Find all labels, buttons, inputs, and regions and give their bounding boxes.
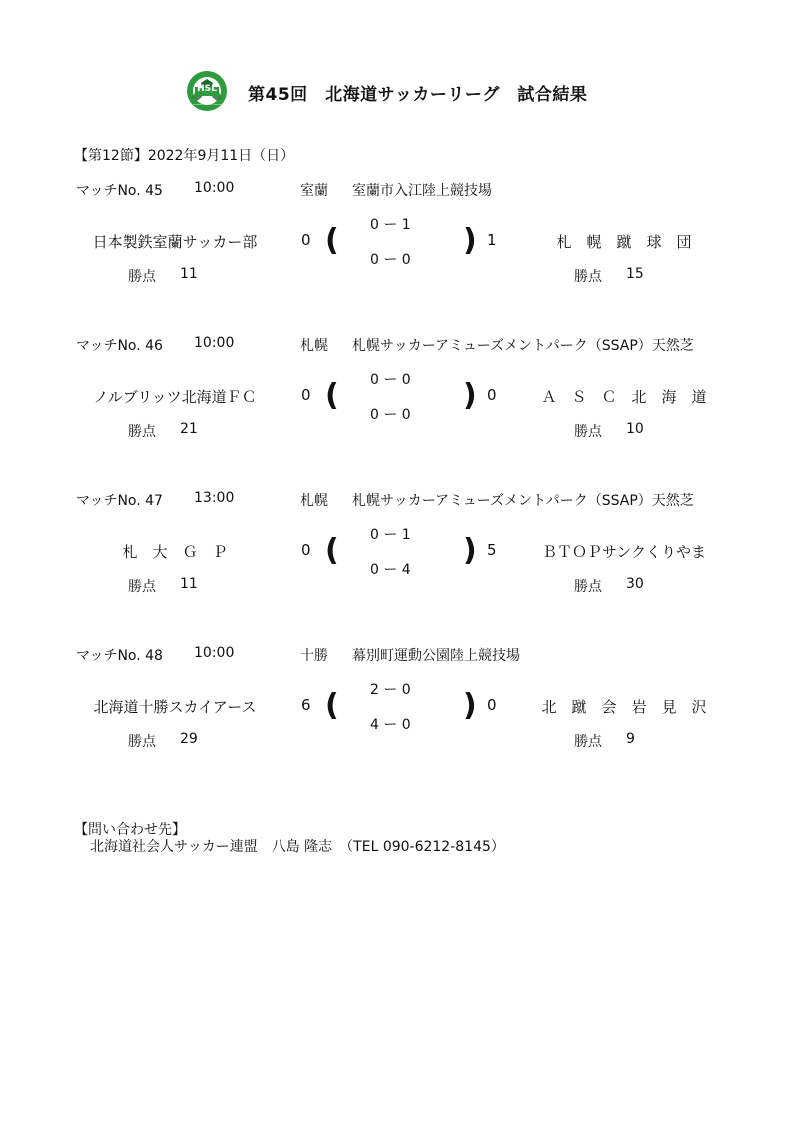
- home-points: 11: [180, 576, 198, 592]
- home-points: 29: [180, 731, 198, 747]
- logo-ring-text: HOKKAIDO SOCCER LEAGUE: [192, 104, 222, 106]
- round-date: 【第12節】2022年9月11日（日）: [74, 148, 295, 164]
- points-label: 勝点: [128, 269, 156, 285]
- away-score: 0: [487, 386, 497, 404]
- away-team: Ａ Ｓ Ｃ 北 海 道: [541, 388, 707, 406]
- kickoff-time: 10:00: [194, 180, 235, 196]
- home-team: ノルブリッツ北海道ＦＣ: [93, 388, 257, 406]
- away-score: 5: [487, 541, 497, 559]
- match-number: マッチNo. 48: [76, 648, 163, 664]
- second-half-score: 0 ー 4: [370, 562, 411, 578]
- away-team: 北 蹴 会 岩 見 沢: [541, 698, 707, 716]
- logo-text: HSL: [197, 84, 217, 94]
- home-score: 0: [301, 231, 311, 249]
- points-label: 勝点: [574, 269, 602, 285]
- second-half-score: 4 ー 0: [370, 717, 411, 733]
- open-paren: (: [325, 223, 339, 258]
- close-paren: ): [463, 688, 477, 723]
- venue: 札幌サッカーアミューズメントパーク（SSAP）天然芝: [352, 493, 694, 509]
- first-half-score: 0 ー 0: [370, 372, 411, 388]
- venue: 札幌サッカーアミューズメントパーク（SSAP）天然芝: [352, 338, 694, 354]
- first-half-score: 2 ー 0: [370, 682, 411, 698]
- away-points: 15: [626, 266, 644, 282]
- away-points: 30: [626, 576, 644, 592]
- first-half-score: 0 ー 1: [370, 527, 411, 543]
- away-score: 1: [487, 231, 497, 249]
- points-label: 勝点: [128, 734, 156, 750]
- home-score: 6: [301, 696, 311, 714]
- kickoff-time: 10:00: [194, 335, 235, 351]
- points-label: 勝点: [574, 579, 602, 595]
- home-team: 日本製鉄室蘭サッカー部: [92, 233, 258, 251]
- home-points: 21: [180, 421, 198, 437]
- city: 十勝: [300, 648, 328, 664]
- match-number: マッチNo. 46: [76, 338, 163, 354]
- second-half-score: 0 ー 0: [370, 252, 411, 268]
- home-team: 札 大 Ｇ Ｐ: [122, 543, 228, 561]
- first-half-score: 0 ー 1: [370, 217, 411, 233]
- city: 札幌: [300, 493, 328, 509]
- hsl-logo: [186, 70, 228, 112]
- close-paren: ): [463, 223, 477, 258]
- page-title: 第45回 北海道サッカーリーグ 試合結果: [248, 85, 588, 105]
- points-label: 勝点: [128, 424, 156, 440]
- home-score: 0: [301, 386, 311, 404]
- away-points: 10: [626, 421, 644, 437]
- kickoff-time: 10:00: [194, 645, 235, 661]
- home-team: 北海道十勝スカイアース: [93, 698, 257, 716]
- away-score: 0: [487, 696, 497, 714]
- points-label: 勝点: [574, 734, 602, 750]
- city: 札幌: [300, 338, 328, 354]
- away-team: ＢＴＯＰサンクくりやま: [542, 543, 706, 561]
- venue: 室蘭市入江陸上競技場: [352, 183, 492, 199]
- venue: 幕別町運動公園陸上競技場: [352, 648, 520, 664]
- home-points: 11: [180, 266, 198, 282]
- home-score: 0: [301, 541, 311, 559]
- points-label: 勝点: [128, 579, 156, 595]
- match-number: マッチNo. 45: [76, 183, 163, 199]
- open-paren: (: [325, 533, 339, 568]
- contact-heading: 【問い合わせ先】: [74, 822, 186, 838]
- contact-detail: 北海道社会人サッカー連盟 八島 隆志 （TEL 090-6212-8145）: [90, 839, 505, 855]
- match-number: マッチNo. 47: [76, 493, 163, 509]
- close-paren: ): [463, 533, 477, 568]
- open-paren: (: [325, 688, 339, 723]
- second-half-score: 0 ー 0: [370, 407, 411, 423]
- kickoff-time: 13:00: [194, 490, 235, 506]
- city: 室蘭: [300, 183, 328, 199]
- open-paren: (: [325, 378, 339, 413]
- points-label: 勝点: [574, 424, 602, 440]
- away-points: 9: [626, 731, 635, 747]
- away-team: 札 幌 蹴 球 団: [556, 233, 692, 251]
- close-paren: ): [463, 378, 477, 413]
